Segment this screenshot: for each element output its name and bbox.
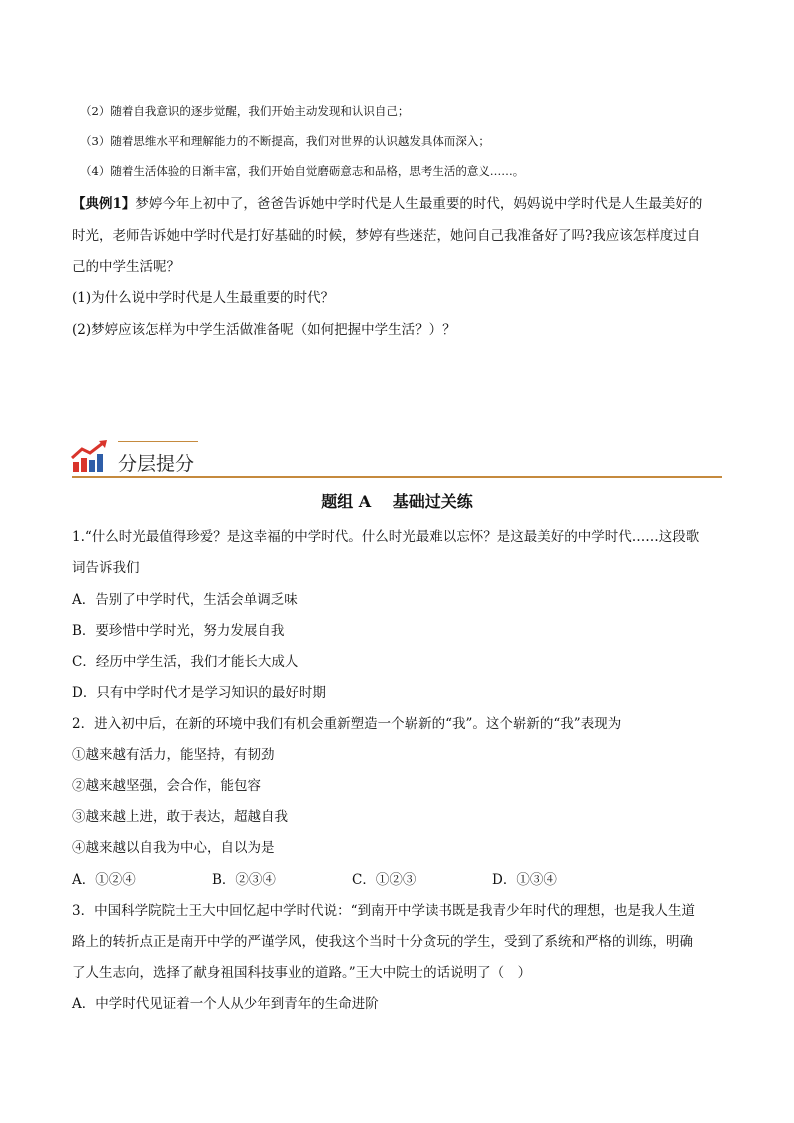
q3-stem-3: 了人生志向，选择了献身祖国科技事业的道路。”王大中院士的话说明了（ ） — [72, 965, 532, 981]
q2-statement-3: ③越来越上进，敢于表达，超越自我 — [72, 809, 288, 825]
example-text-1: 梦婷今年上初中了，爸爸告诉她中学时代是人生最重要的时代，妈妈说中学时代是人生最美好的 — [135, 196, 703, 212]
intro-point-4: （4）随着生活体验的日渐丰富，我们开始自觉磨砺意志和品格，思考生活的意义……。 — [80, 164, 525, 178]
q2-option-a: A．①②④ — [72, 872, 136, 888]
q2-stem: 2．进入初中后，在新的环境中我们有机会重新塑造一个崭新的“我”。这个崭新的“我”表现为 — [72, 716, 622, 732]
q1-stem-1: 1.“什么时光最值得珍爱？是这幸福的中学时代。什么时光最难以忘怀？是这最美好的中学时代……这段歌 — [72, 529, 700, 545]
intro-point-3: （3）随着思维水平和理解能力的不断提高，我们对世界的认识越发具体而深入； — [80, 134, 490, 148]
example-label: 【典例1】 — [72, 196, 136, 212]
q1-option-d: D．只有中学时代才是学习知识的最好时期 — [72, 685, 326, 701]
example-question-2: (2)梦婷应该怎样为中学生活做准备呢（如何把握中学生活？）？ — [72, 322, 456, 338]
intro-point-2: （2）随着自我意识的逐步觉醒，我们开始主动发现和认识自己； — [80, 104, 410, 118]
q3-stem-2: 路上的转折点正是南开中学的严谨学风，使我这个当时十分贪玩的学生，受到了系统和严格的训练，明确 — [72, 934, 693, 950]
q2-options — [72, 870, 632, 890]
q2-statement-4: ④越来越以自我为中心，自以为是 — [72, 840, 275, 856]
section-divider — [72, 476, 722, 478]
q2-option-d: D．①③④ — [492, 872, 557, 888]
q1-option-c: C．经历中学生活，我们才能长大成人 — [72, 654, 299, 670]
section-title: 分层提分 — [118, 453, 195, 475]
q2-option-c: C．①②③ — [352, 872, 417, 888]
example-line-3: 己的中学生活呢？ — [72, 259, 180, 275]
example-line-2: 时光，老师告诉她中学时代是打好基础的时候，梦婷有些迷茫，她问自己我准备好了吗?我应该怎样度过自 — [72, 228, 701, 244]
q1-stem-2: 词告诉我们 — [72, 560, 140, 576]
group-title: 题组 A 基础过关练 — [321, 492, 473, 511]
example-line-1 — [72, 194, 702, 214]
example-question-1: (1)为什么说中学时代是人生最重要的时代？ — [72, 290, 335, 306]
section-top-rule — [118, 441, 198, 442]
q3-option-a: A．中学时代见证着一个人从少年到青年的生命进阶 — [72, 996, 379, 1012]
q1-option-b: B．要珍惜中学时光，努力发展自我 — [72, 623, 285, 639]
chart-growth-icon — [70, 440, 110, 474]
q3-stem-1: 3．中国科学院院士王大中回忆起中学时代说：“到南开中学读书既是我青少年时代的理想，也是我人生道 — [72, 903, 695, 919]
q1-option-a: A．告别了中学时代，生活会单调乏味 — [72, 592, 298, 608]
q2-statement-1: ①越来越有活力，能坚持，有韧劲 — [72, 747, 275, 763]
q2-statement-2: ②越来越坚强，会合作，能包容 — [72, 778, 261, 794]
q2-option-b: B．②③④ — [212, 872, 276, 888]
